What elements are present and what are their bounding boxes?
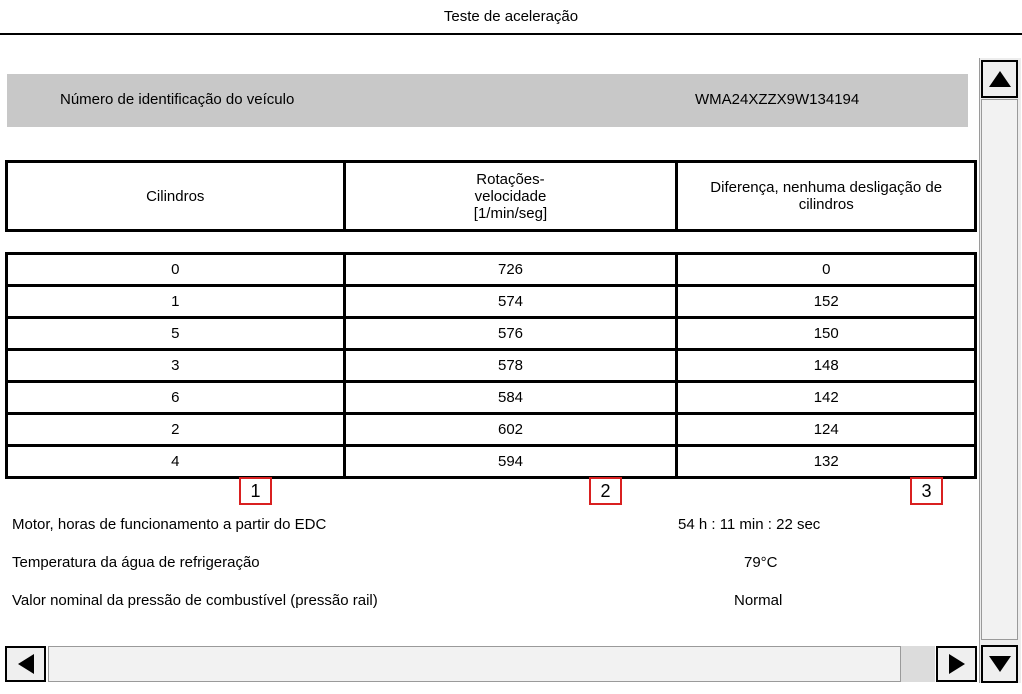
header-cylinders-text: Cilindros <box>146 187 205 205</box>
cell-cylinder: 2 <box>7 414 345 446</box>
triangle-up-icon <box>989 71 1011 87</box>
vertical-scroll-track[interactable] <box>981 99 1018 640</box>
table-header-row <box>7 162 976 231</box>
scroll-down-button[interactable] <box>981 645 1018 683</box>
table-row <box>7 350 976 382</box>
coolant-temp-value: 79°C <box>744 554 778 571</box>
cell-difference: 152 <box>677 286 976 318</box>
cell-cylinder: 4 <box>7 446 345 478</box>
cell-speed: 602 <box>344 414 677 446</box>
cell-difference: 142 <box>677 382 976 414</box>
scroll-right-button[interactable] <box>936 646 977 682</box>
cell-difference: 148 <box>677 350 976 382</box>
vin-value: WMA24XZZX9W134194 <box>695 91 860 108</box>
cell-cylinder: 5 <box>7 318 345 350</box>
table-row <box>7 254 976 286</box>
cell-cylinder: 0 <box>7 254 345 286</box>
window-title: Teste de aceleração <box>0 0 1022 35</box>
cell-speed: 726 <box>344 254 677 286</box>
table-row <box>7 446 976 478</box>
engine-hours-value: 54 h : 11 min : 22 sec <box>678 516 821 533</box>
triangle-right-icon <box>949 654 965 674</box>
cell-cylinder: 3 <box>7 350 345 382</box>
coolant-temp-label: Temperatura da água de refrigeração <box>12 554 260 571</box>
cell-difference: 132 <box>677 446 976 478</box>
cell-speed: 584 <box>344 382 677 414</box>
header-speed <box>344 162 677 231</box>
acceleration-table-viewport <box>5 160 977 484</box>
cell-speed: 578 <box>344 350 677 382</box>
cell-cylinder: 1 <box>7 286 345 318</box>
acceleration-table <box>5 160 977 232</box>
callout-2: 2 <box>589 477 622 505</box>
cell-speed: 574 <box>344 286 677 318</box>
table-row <box>7 414 976 446</box>
rail-pressure-label: Valor nominal da pressão de combustível (pressão rail) <box>12 592 378 609</box>
horizontal-scroll-track[interactable] <box>48 646 901 682</box>
horizontal-scroll-thumb[interactable] <box>901 646 935 682</box>
rail-pressure-value: Normal <box>734 592 783 609</box>
table-row <box>7 382 976 414</box>
callout-3: 3 <box>910 477 943 505</box>
table-row <box>7 318 976 350</box>
cell-cylinder: 6 <box>7 382 345 414</box>
cell-difference: 0 <box>677 254 976 286</box>
cell-difference: 150 <box>677 318 976 350</box>
header-difference-text: Diferença, nenhuma desligação de cilindros <box>710 179 943 213</box>
engine-hours-label: Motor, horas de funcionamento a partir do EDC <box>12 516 327 533</box>
triangle-down-icon <box>989 656 1011 672</box>
header-speed-text: Rotações- velocidade [1/min/seg] <box>473 170 548 222</box>
triangle-left-icon <box>18 654 34 674</box>
cell-difference: 124 <box>677 414 976 446</box>
cell-speed: 576 <box>344 318 677 350</box>
cell-speed: 594 <box>344 446 677 478</box>
vin-label: Número de identificação do veículo <box>60 91 295 108</box>
callout-1: 1 <box>239 477 272 505</box>
acceleration-data-table <box>5 252 977 479</box>
header-cylinders <box>7 162 345 231</box>
scroll-left-button[interactable] <box>5 646 46 682</box>
table-row <box>7 286 976 318</box>
header-difference <box>677 162 976 231</box>
scroll-up-button[interactable] <box>981 60 1018 98</box>
